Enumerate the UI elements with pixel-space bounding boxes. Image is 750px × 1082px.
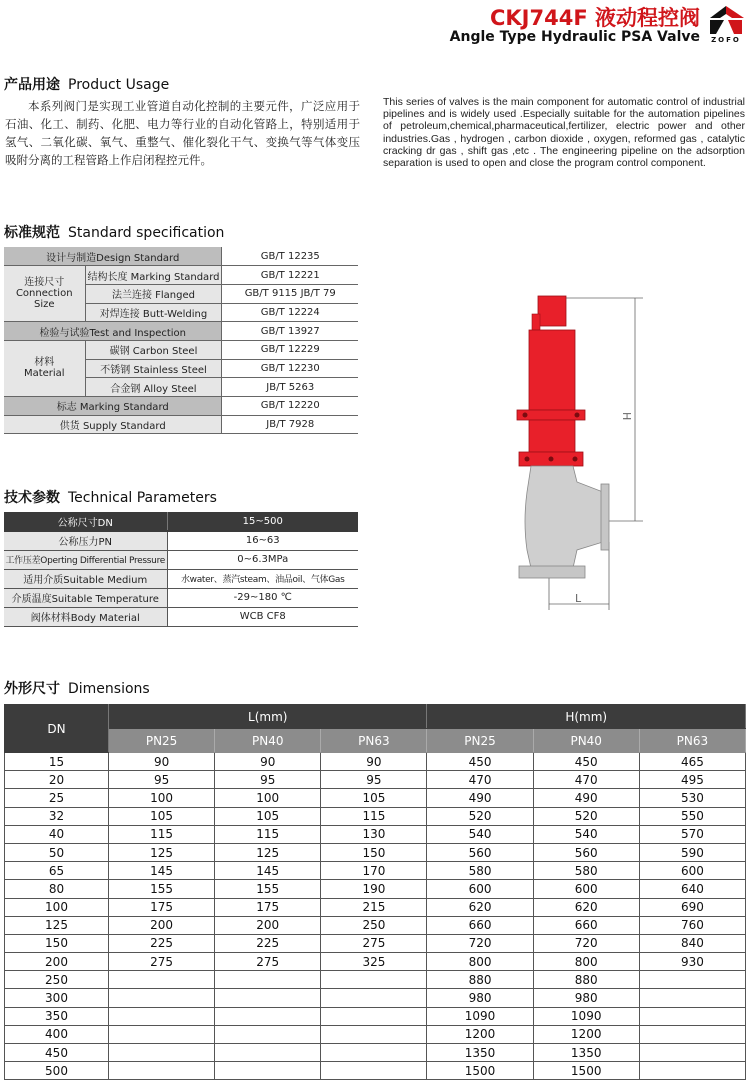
- table-cell: 600: [639, 862, 745, 880]
- dn-header: DN: [5, 705, 109, 753]
- table-cell: 175: [109, 898, 215, 916]
- table-cell: 540: [427, 825, 533, 843]
- table-cell: 115: [215, 825, 321, 843]
- mat-group-label: [4, 340, 85, 396]
- table-cell: 450: [427, 753, 533, 771]
- technical-heading: [4, 487, 217, 507]
- conn-row-label: 结构长度 Marking Standard: [85, 266, 222, 285]
- table-row: [5, 916, 746, 934]
- table-cell: 100: [109, 789, 215, 807]
- conn-row-value: GB/T 12221: [222, 266, 358, 285]
- table-cell: 1200: [533, 1025, 639, 1043]
- table-cell: 130: [321, 825, 427, 843]
- dn-cell: 25: [5, 789, 109, 807]
- bolt-icon: [573, 457, 578, 462]
- table-cell: 720: [427, 934, 533, 952]
- table-cell: 1200: [427, 1025, 533, 1043]
- pn-header: PN63: [321, 729, 427, 753]
- table-row: [4, 550, 358, 569]
- dn-cell: 300: [5, 989, 109, 1007]
- table-cell: 95: [109, 771, 215, 789]
- mat-group-zh: 材料: [34, 357, 55, 369]
- table-cell: [215, 1007, 321, 1025]
- table-row: [4, 322, 358, 341]
- mat-row-label: 不锈钢 Stainless Steel: [85, 359, 222, 378]
- table-row: [4, 397, 358, 416]
- table-cell: 600: [533, 880, 639, 898]
- table-cell: [321, 989, 427, 1007]
- table-row: [5, 1062, 746, 1080]
- table-row: [5, 989, 746, 1007]
- tech-row-label: 阀体材料Body Material: [4, 607, 167, 626]
- pn-header: PN25: [109, 729, 215, 753]
- table-cell: 125: [215, 843, 321, 861]
- table-cell: 880: [533, 971, 639, 989]
- table-cell: 660: [427, 916, 533, 934]
- table-cell: 620: [533, 898, 639, 916]
- l-dim-label: L: [575, 592, 582, 605]
- dn-cell: 32: [5, 807, 109, 825]
- technical-heading-zh: 技术参数: [4, 490, 60, 506]
- dn-cell: 450: [5, 1044, 109, 1062]
- table-row: [5, 971, 746, 989]
- table-cell: 450: [533, 753, 639, 771]
- table-cell: 175: [215, 898, 321, 916]
- standard-heading-en: Standard specification: [68, 225, 225, 241]
- table-cell: [321, 1007, 427, 1025]
- tech-row-label: 介质温度Suitable Temperature: [4, 588, 167, 607]
- technical-heading-en: Technical Parameters: [68, 490, 217, 506]
- usage-heading-en: Product Usage: [68, 77, 170, 93]
- mat-row-label: 合金钢 Alloy Steel: [85, 378, 222, 397]
- table-row: [5, 753, 746, 771]
- page-title-zh: CKJ744F 液动程控阀: [490, 6, 700, 30]
- table-cell: [109, 1044, 215, 1062]
- table-cell: 100: [215, 789, 321, 807]
- tech-row-value: 0~6.3MPa: [167, 550, 358, 569]
- table-cell: [215, 971, 321, 989]
- table-cell: 155: [215, 880, 321, 898]
- table-cell: 550: [639, 807, 745, 825]
- table-row: [5, 843, 746, 861]
- bolt-icon: [549, 457, 554, 462]
- table-header-row: [5, 729, 746, 753]
- conn-group-zh: 连接尺寸: [24, 277, 65, 289]
- test-label: 检验与试验Test and Inspection: [4, 322, 222, 341]
- table-cell: 490: [533, 789, 639, 807]
- side-flange: [601, 484, 609, 550]
- valve-body: [525, 466, 603, 568]
- dn-cell: 20: [5, 771, 109, 789]
- table-cell: 465: [639, 753, 745, 771]
- table-cell: 520: [533, 807, 639, 825]
- conn-row-value: GB/T 9115 JB/T 79: [222, 284, 358, 303]
- table-row: [4, 512, 358, 531]
- table-row: [5, 825, 746, 843]
- table-row: [5, 789, 746, 807]
- table-cell: 720: [533, 934, 639, 952]
- table-cell: 275: [215, 953, 321, 971]
- table-cell: 90: [109, 753, 215, 771]
- table-cell: 200: [215, 916, 321, 934]
- bolt-icon: [525, 457, 530, 462]
- actuator-yoke: [529, 420, 575, 452]
- pn-header: PN40: [215, 729, 321, 753]
- usage-heading-zh: 产品用途: [4, 77, 60, 93]
- design-value: GB/T 12235: [222, 247, 358, 266]
- usage-text-zh: 本系列阀门是实现工业管道自动化控制的主要元件，广泛应用于石油、化工、制药、化肥、电力等行业的自动化管路上，特别适用于氢气、二氧化碳、氧气、重整气、催化裂化干气、变换气等气体变压吸附分离的工程管路上作启闭程控元件。: [5, 99, 360, 167]
- mat-row-value: GB/T 12230: [222, 359, 358, 378]
- table-cell: 980: [533, 989, 639, 1007]
- table-row: [4, 247, 358, 266]
- dn-cell: 50: [5, 843, 109, 861]
- standard-table: [4, 247, 358, 434]
- table-cell: 560: [427, 843, 533, 861]
- actuator-cylinder: [529, 330, 575, 410]
- page-title-en: Angle Type Hydraulic PSA Valve: [449, 29, 700, 45]
- table-cell: 660: [533, 916, 639, 934]
- marking-label: 标志 Marking Standard: [4, 397, 222, 416]
- table-cell: [109, 989, 215, 1007]
- technical-table: [4, 512, 358, 627]
- l-header: L(mm): [109, 705, 427, 729]
- table-cell: [215, 989, 321, 1007]
- table-cell: 930: [639, 953, 745, 971]
- table-cell: [109, 1025, 215, 1043]
- table-cell: 125: [109, 843, 215, 861]
- table-cell: [321, 1044, 427, 1062]
- table-cell: 95: [321, 771, 427, 789]
- table-cell: 880: [427, 971, 533, 989]
- table-cell: 470: [533, 771, 639, 789]
- table-row: [4, 531, 358, 550]
- dn-cell: 400: [5, 1025, 109, 1043]
- table-cell: 105: [215, 807, 321, 825]
- table-cell: 1090: [533, 1007, 639, 1025]
- table-row: [4, 266, 358, 285]
- table-cell: 1500: [533, 1062, 639, 1080]
- mat-row-label: 碳钢 Carbon Steel: [85, 340, 222, 359]
- table-cell: 145: [215, 862, 321, 880]
- tech-row-value: WCB CF8: [167, 607, 358, 626]
- table-row: [5, 1025, 746, 1043]
- table-cell: 800: [427, 953, 533, 971]
- table-cell: 560: [533, 843, 639, 861]
- supply-value: JB/T 7928: [222, 415, 358, 434]
- table-cell: 530: [639, 789, 745, 807]
- table-cell: 145: [109, 862, 215, 880]
- pn-header: PN25: [427, 729, 533, 753]
- supply-label: 供货 Supply Standard: [4, 415, 222, 434]
- tech-row-label: 公称压力PN: [4, 531, 167, 550]
- table-cell: [639, 1044, 745, 1062]
- table-cell: 520: [427, 807, 533, 825]
- logo-text: ZOFO: [711, 36, 741, 44]
- tech-row-value: 16~63: [167, 531, 358, 550]
- table-cell: 115: [321, 807, 427, 825]
- bolt-icon: [523, 413, 528, 418]
- table-cell: [639, 1007, 745, 1025]
- table-cell: [215, 1025, 321, 1043]
- conn-row-value: GB/T 12224: [222, 303, 358, 322]
- table-row: [5, 807, 746, 825]
- table-row: [4, 588, 358, 607]
- dn-cell: 150: [5, 934, 109, 952]
- table-cell: 840: [639, 934, 745, 952]
- table-cell: [109, 1007, 215, 1025]
- dn-cell: 100: [5, 898, 109, 916]
- table-cell: 325: [321, 953, 427, 971]
- table-cell: [639, 1025, 745, 1043]
- table-cell: 155: [109, 880, 215, 898]
- table-cell: 200: [109, 916, 215, 934]
- table-cell: [109, 971, 215, 989]
- mat-group-en: Material: [23, 368, 65, 380]
- tech-row-value: 水water、蒸汽steam、油品oil、气体Gas: [167, 569, 358, 588]
- table-row: [5, 898, 746, 916]
- table-row: [4, 415, 358, 434]
- tech-row-label: 工作压差Operting Differential Pressure: [4, 550, 167, 569]
- table-cell: 1090: [427, 1007, 533, 1025]
- table-cell: 115: [109, 825, 215, 843]
- conn-group-en: Connection Size: [15, 288, 73, 311]
- table-cell: 190: [321, 880, 427, 898]
- table-cell: 150: [321, 843, 427, 861]
- dn-cell: 15: [5, 753, 109, 771]
- table-cell: 470: [427, 771, 533, 789]
- dn-cell: 65: [5, 862, 109, 880]
- table-cell: 600: [427, 880, 533, 898]
- table-row: [5, 953, 746, 971]
- table-cell: 275: [321, 934, 427, 952]
- table-cell: [639, 971, 745, 989]
- pn-header: PN40: [533, 729, 639, 753]
- table-cell: 690: [639, 898, 745, 916]
- mat-row-value: GB/T 12229: [222, 340, 358, 359]
- tech-header-value: 15~500: [167, 512, 358, 531]
- table-cell: [639, 1062, 745, 1080]
- conn-row-label: 对焊连接 Butt-Welding: [85, 303, 222, 322]
- table-cell: [215, 1044, 321, 1062]
- table-row: [5, 862, 746, 880]
- table-cell: [321, 971, 427, 989]
- table-cell: 1350: [533, 1044, 639, 1062]
- table-cell: 105: [321, 789, 427, 807]
- usage-heading: [4, 74, 169, 94]
- actuator-port: [532, 314, 540, 330]
- actuator-top: [538, 296, 566, 326]
- table-cell: 215: [321, 898, 427, 916]
- standard-heading-zh: 标准规范: [4, 225, 60, 241]
- dimensions-heading: [4, 678, 150, 698]
- tech-row-value: -29~180 ℃: [167, 588, 358, 607]
- dimensions-heading-zh: 外形尺寸: [4, 681, 60, 697]
- valve-drawing: [505, 292, 655, 614]
- dimensions-table: [4, 704, 746, 1080]
- table-cell: 980: [427, 989, 533, 1007]
- table-cell: [215, 1062, 321, 1080]
- table-row: [4, 340, 358, 359]
- table-cell: 95: [215, 771, 321, 789]
- table-cell: 800: [533, 953, 639, 971]
- dn-cell: 500: [5, 1062, 109, 1080]
- marking-value: GB/T 12220: [222, 397, 358, 416]
- bottom-flange: [519, 566, 585, 578]
- table-cell: [639, 989, 745, 1007]
- dn-cell: 350: [5, 1007, 109, 1025]
- tech-row-label: 适用介质Suitable Medium: [4, 569, 167, 588]
- pn-header: PN63: [639, 729, 745, 753]
- table-cell: 590: [639, 843, 745, 861]
- mat-row-value: JB/T 5263: [222, 378, 358, 397]
- standard-heading: [4, 222, 224, 242]
- bolt-icon: [575, 413, 580, 418]
- table-cell: [321, 1025, 427, 1043]
- table-cell: 90: [321, 753, 427, 771]
- table-cell: 275: [109, 953, 215, 971]
- usage-text-en: This series of valves is the main component for automatic control of industrial pipelines and is widely used .Especially suitable for the automation pipelines of petroleum,chemical,pharmaceutical,fertilizer, electric power and other industries.Gas , hydrogen , carbon dioxide , oxygen, reformed gas , catalytic cracking dr gas , shift gas ,etc . The engineering pipeline on the adsorption separation is used to open and close the program control component.: [383, 96, 745, 170]
- table-row: [5, 1044, 746, 1062]
- dn-cell: 125: [5, 916, 109, 934]
- table-cell: [321, 1062, 427, 1080]
- dimensions-heading-en: Dimensions: [68, 681, 150, 697]
- h-dim-label: H: [620, 412, 633, 421]
- table-cell: [109, 1062, 215, 1080]
- test-value: GB/T 13927: [222, 322, 358, 341]
- table-cell: 580: [427, 862, 533, 880]
- table-cell: 570: [639, 825, 745, 843]
- table-row: [5, 934, 746, 952]
- table-cell: 1350: [427, 1044, 533, 1062]
- dn-cell: 40: [5, 825, 109, 843]
- table-cell: 225: [109, 934, 215, 952]
- table-cell: 170: [321, 862, 427, 880]
- design-label: 设计与制造Design Standard: [4, 247, 222, 266]
- conn-row-label: 法兰连接 Flanged: [85, 284, 222, 303]
- table-cell: 490: [427, 789, 533, 807]
- dn-cell: 80: [5, 880, 109, 898]
- table-cell: 250: [321, 916, 427, 934]
- table-cell: 1500: [427, 1062, 533, 1080]
- table-cell: 580: [533, 862, 639, 880]
- dn-cell: 200: [5, 953, 109, 971]
- table-cell: 495: [639, 771, 745, 789]
- table-row: [5, 880, 746, 898]
- dn-cell: 250: [5, 971, 109, 989]
- tech-header-label: 公称尺寸DN: [4, 512, 167, 531]
- table-cell: 225: [215, 934, 321, 952]
- table-row: [5, 771, 746, 789]
- table-cell: 90: [215, 753, 321, 771]
- table-cell: 105: [109, 807, 215, 825]
- table-cell: 760: [639, 916, 745, 934]
- table-row: [4, 569, 358, 588]
- conn-group-label: [4, 266, 85, 322]
- table-header-row: [5, 705, 746, 729]
- table-row: [4, 607, 358, 626]
- table-cell: 640: [639, 880, 745, 898]
- table-row: [5, 1007, 746, 1025]
- h-header: H(mm): [427, 705, 746, 729]
- table-cell: 540: [533, 825, 639, 843]
- table-cell: 620: [427, 898, 533, 916]
